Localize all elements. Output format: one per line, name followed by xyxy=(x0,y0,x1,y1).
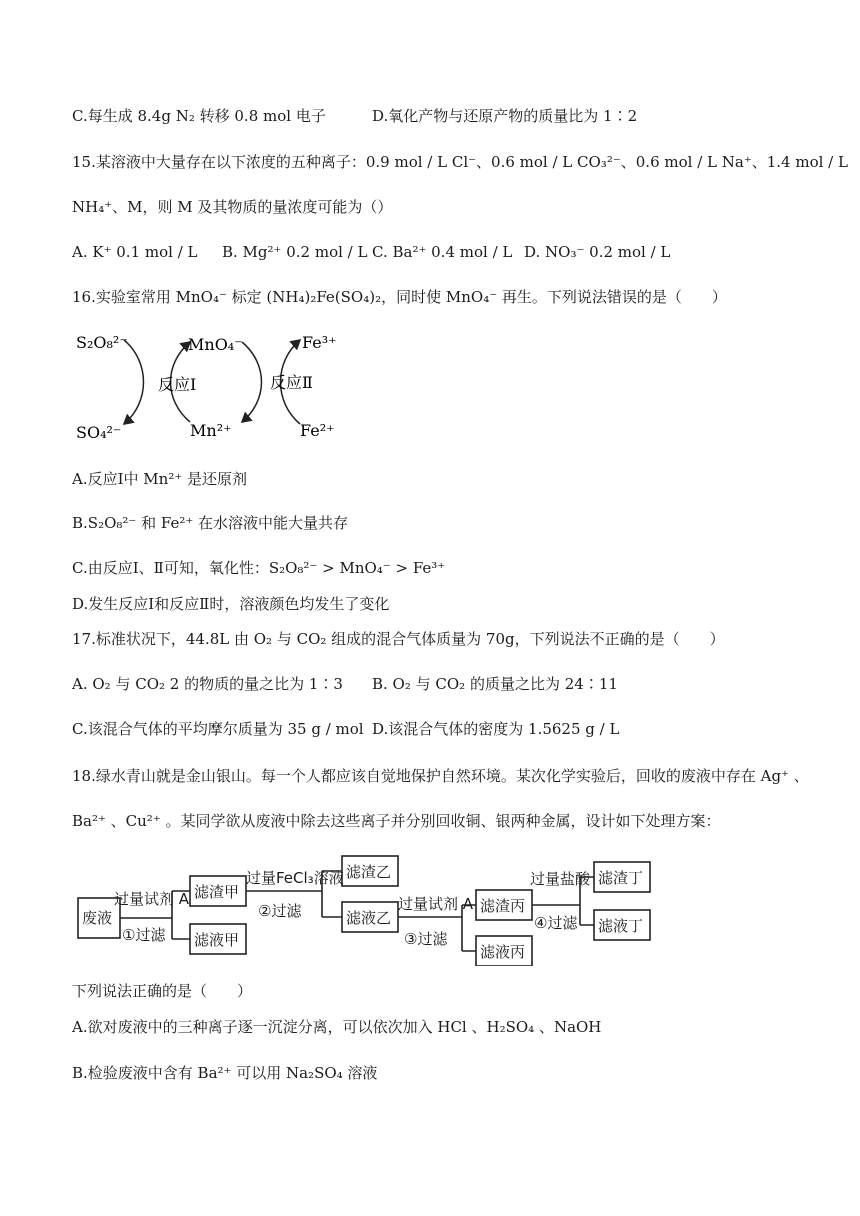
redox-cycle-diagram xyxy=(72,322,342,447)
flow-hcl: 过量盐酸 xyxy=(530,870,591,888)
q16-option-d: D.发生反应Ⅰ和反应Ⅱ时，溶液颜色均发生了变化 xyxy=(72,595,390,613)
flow-step4: ④过滤 xyxy=(534,914,578,932)
q18-prompt: 下列说法正确的是（ ） xyxy=(72,982,253,1000)
q17-option-a: A. O₂ 与 CO₂ 2 的物质的量之比为 1∶3 xyxy=(72,675,343,693)
q16-stem: 16.实验室常用 MnO₄⁻ 标定 (NH₄)₂Fe(SO₄)₂，同时使 MnO₄⁻ 再生。下列说法错误的是（ ） xyxy=(72,288,727,306)
flow-residue-ding: 滤渣丁 xyxy=(598,869,644,887)
q18-option-a: A.欲对废液中的三种离子逐一沉淀分离，可以依次加入 HCl 、H₂SO₄ 、NaOH xyxy=(72,1018,602,1036)
flow-step3: ③过滤 xyxy=(404,930,448,948)
flow-residue-yi: 滤渣乙 xyxy=(346,863,392,881)
flow-filtrate-jia: 滤液甲 xyxy=(194,931,240,949)
label-reaction2: 反应Ⅱ xyxy=(270,373,313,392)
q14-option-c: C.每生成 8.4g N₂ 转移 0.8 mol 电子 xyxy=(72,107,326,125)
q15-option-a: A. K⁺ 0.1 mol / L xyxy=(72,243,198,261)
q18-option-b: B.检验废液中含有 Ba²⁺ 可以用 Na₂SO₄ 溶液 xyxy=(72,1064,378,1082)
q15-stem-line2: NH₄⁺、M，则 M 及其物质的量浓度可能为（） xyxy=(72,198,393,216)
arc-mno4-to-mn xyxy=(242,342,262,422)
flow-reagent-a1: 过量试剂 A xyxy=(114,890,190,908)
flow-waste: 废液 xyxy=(82,909,113,927)
label-fe3: Fe³⁺ xyxy=(302,333,337,352)
label-so4: SO₄²⁻ xyxy=(76,423,122,442)
q15-option-c: C. Ba²⁺ 0.4 mol / L xyxy=(372,243,513,261)
label-s2o8: S₂O₈²⁻ xyxy=(76,333,128,352)
flow-residue-bing: 滤渣丙 xyxy=(480,897,526,915)
flow-filtrate-ding: 滤液丁 xyxy=(598,917,644,935)
q15-option-d: D. NO₃⁻ 0.2 mol / L xyxy=(524,243,671,261)
q15-stem-line1: 15.某溶液中大量存在以下浓度的五种离子：0.9 mol / L Cl⁻、0.6 mol / L CO₃²⁻、0.6 mol / L Na⁺、1.4 mol / L xyxy=(72,153,848,171)
q16-option-a: A.反应Ⅰ中 Mn²⁺ 是还原剂 xyxy=(72,470,248,488)
q18-stem-line2: Ba²⁺ 、Cu²⁺ 。某同学欲从废液中除去这些离子并分别回收铜、银两种金属，设计如下处理方案： xyxy=(72,812,721,830)
flow-step2: ②过滤 xyxy=(258,902,302,920)
flow-residue-jia: 滤渣甲 xyxy=(194,883,240,901)
arc-s2o8-to-so4 xyxy=(124,340,144,424)
q18-stem-line1: 18.绿水青山就是金山银山。每一个人都应该自觉地保护自然环境。某次化学实验后，回收的废液中存在 Ag⁺ 、 xyxy=(72,767,809,785)
flow-filtrate-bing: 滤液丙 xyxy=(480,943,526,961)
label-mno4: MnO₄⁻ xyxy=(188,335,243,354)
q17-option-c: C.该混合气体的平均摩尔质量为 35 g / mol xyxy=(72,720,364,738)
q17-stem: 17.标准状况下，44.8L 由 O₂ 与 CO₂ 组成的混合气体质量为 70g，下列说法不正确的是（ ） xyxy=(72,630,725,648)
q16-option-b: B.S₂O₈²⁻ 和 Fe²⁺ 在水溶液中能大量共存 xyxy=(72,514,349,532)
label-fe2: Fe²⁺ xyxy=(300,421,335,440)
q17-option-b: B. O₂ 与 CO₂ 的质量之比为 24∶11 xyxy=(372,675,618,693)
separation-flowchart xyxy=(72,848,652,966)
q17-option-d: D.该混合气体的密度为 1.5625 g / L xyxy=(372,720,620,738)
q16-option-c: C.由反应Ⅰ、Ⅱ可知，氧化性：S₂O₈²⁻ > MnO₄⁻ > Fe³⁺ xyxy=(72,559,446,577)
flow-reagent-a2: 过量试剂 A xyxy=(398,895,474,913)
flow-fecl3: 过量FeCl₃溶液 xyxy=(246,869,344,887)
q14-option-d: D.氧化产物与还原产物的质量比为 1∶2 xyxy=(372,107,638,125)
label-reaction1: 反应Ⅰ xyxy=(158,375,197,394)
q15-option-b: B. Mg²⁺ 0.2 mol / L xyxy=(222,243,368,261)
label-mn2: Mn²⁺ xyxy=(190,421,232,440)
flow-filtrate-yi: 滤液乙 xyxy=(346,909,392,927)
flow-step1: ①过滤 xyxy=(122,926,166,944)
